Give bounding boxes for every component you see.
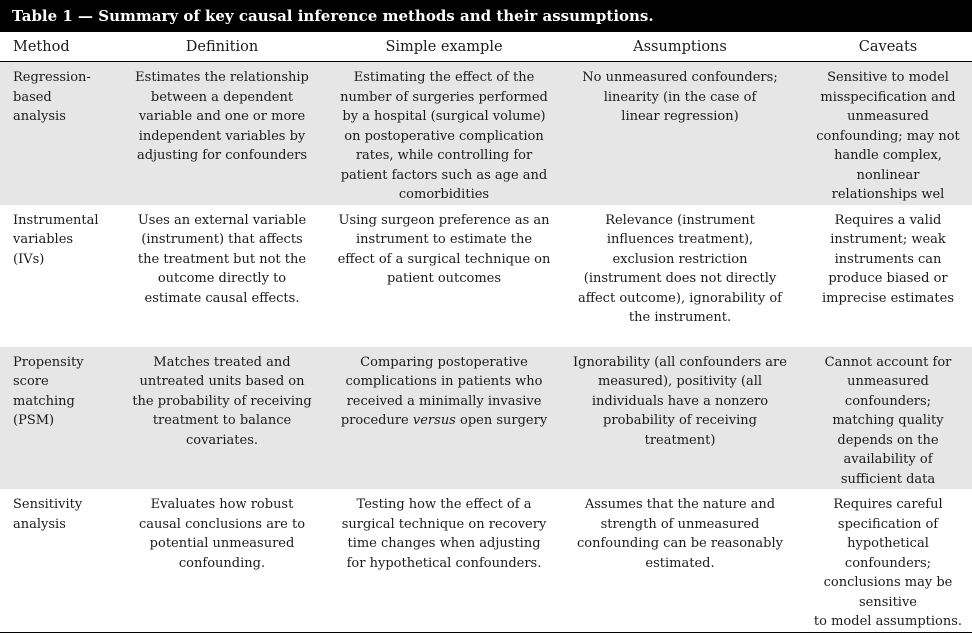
cell-line: Relevance (instrument (605, 212, 755, 228)
cell-line: surgical technique on recovery (341, 516, 547, 532)
caveats-cell (804, 205, 972, 347)
cell-line: covariates. (185, 432, 259, 448)
cell-line: variable and one or more (138, 109, 306, 124)
cell-line: availability of (843, 452, 933, 467)
header-method: Method (0, 32, 112, 62)
example-cell (332, 489, 556, 632)
cell-line: potential unmeasured (149, 536, 295, 551)
caveats-cell (804, 489, 972, 632)
assumptions-cell (556, 62, 804, 205)
cell-line: time changes when adjusting (347, 536, 541, 551)
cell-line: specification of (837, 516, 939, 532)
italic-text: versus (412, 413, 456, 428)
cell-line: independent variables by (138, 128, 306, 144)
cell-line: (IVs) (13, 251, 45, 267)
cell-line: on postoperative complication (344, 128, 544, 144)
cell-line: confounders; (844, 393, 932, 409)
cell-line: conclusions may be (823, 575, 953, 590)
table-caption: Table 1 — Summary of key causal inference methods and their assumptions. (0, 0, 972, 32)
cell-line: Requires a valid (834, 212, 942, 228)
cell-line: unmeasured (847, 109, 929, 124)
cell-line: Using surgeon preference as an (338, 212, 550, 228)
method-cell (0, 489, 112, 632)
cell-line: Instrumental (13, 212, 99, 228)
cell-line: Regression- (13, 70, 91, 85)
cell-line: confounders; (844, 555, 932, 571)
table-row (0, 489, 972, 632)
header-caveats: Caveats (804, 32, 972, 62)
cell-line: Evaluates how robust (150, 497, 294, 512)
cell-line: Requires careful (833, 497, 943, 512)
header-simple-example: Simple example (332, 32, 556, 62)
cell-line: matching (13, 393, 75, 409)
cell-line: effect of a surgical technique on (337, 251, 551, 267)
cell-line: measured), positivity (all (597, 374, 763, 389)
cell-line: based (13, 89, 52, 105)
cell-line: analysis (13, 109, 66, 124)
cell-line: individuals have a nonzero (591, 393, 769, 409)
cell-line: complications in patients who (345, 374, 543, 389)
cell-line: confounding. (178, 555, 266, 571)
cell-line: comorbidities (398, 187, 490, 202)
cell-line: confounding can be reasonably (577, 536, 783, 551)
cell-line: Ignorability (all confounders are (573, 354, 787, 370)
cell-line: hypothetical (847, 536, 929, 551)
example-cell (332, 205, 556, 347)
cell-line: affect outcome), ignorability of (578, 290, 782, 306)
cell-line: Estimating the effect of the (353, 70, 535, 85)
cell-line: sufficient data (840, 471, 936, 487)
cell-line: analysis (13, 516, 66, 532)
cell-line: influences treatment), (606, 232, 754, 247)
cell-line: linearity (in the case of (603, 89, 757, 105)
cell-line: causal conclusions are to (138, 516, 306, 532)
cell-line: Propensity (13, 354, 84, 370)
cell-line: Estimates the relationship (135, 70, 309, 85)
cell-line: depends on the (837, 432, 939, 448)
cell-line: instruments can (834, 251, 942, 267)
cell-line: unmeasured (847, 374, 929, 389)
cell-line: estimated. (645, 555, 715, 571)
cell-line: produce biased or (828, 271, 948, 286)
methods-table (0, 32, 972, 633)
cell-line: exclusion restriction (612, 251, 748, 267)
cell-line: received a minimally invasive (346, 393, 542, 409)
cell-line: (PSM) (13, 413, 55, 428)
cell-text: procedure (340, 413, 413, 428)
cell-line: Assumes that the nature and (584, 497, 776, 512)
cell-line: patient factors such as age and (340, 167, 548, 183)
cell-line: (instrument does not directly (583, 271, 777, 286)
cell-line: probability of receiving (603, 413, 757, 428)
caveats-cell (804, 347, 972, 490)
cell-line: variables (13, 232, 74, 247)
cell-line: estimate causal effects. (144, 290, 300, 306)
cell-line: imprecise estimates (821, 290, 955, 306)
cell-line: adjusting for confounders (136, 148, 308, 163)
cell-line: outcome directly to (157, 271, 287, 286)
cell-line: Uses an external variable (137, 212, 307, 228)
definition-cell (112, 347, 332, 490)
table-row (0, 347, 972, 490)
method-cell (0, 347, 112, 490)
cell-line: to model assumptions. (813, 614, 963, 629)
cell-line: Matches treated and (153, 354, 291, 370)
cell-line: strength of unmeasured (600, 516, 760, 532)
cell-line: Comparing postoperative (360, 354, 528, 370)
cell-line: No unmeasured confounders; (582, 70, 778, 85)
cell-line: the instrument. (628, 310, 732, 325)
cell-line: Testing how the effect of a (356, 497, 532, 512)
cell-line: confounding; may not (816, 128, 960, 144)
cell-line: the probability of receiving (132, 393, 312, 409)
example-cell (332, 62, 556, 205)
definition-cell (112, 489, 332, 632)
cell-text: open surgery (455, 413, 548, 428)
cell-line: misspecification and (820, 89, 956, 105)
definition-cell (112, 62, 332, 205)
example-cell (332, 347, 556, 490)
definition-cell (112, 205, 332, 347)
caveats-cell (804, 62, 972, 205)
cell-line: (instrument) that affects (141, 232, 303, 247)
header-definition: Definition (112, 32, 332, 62)
cell-line: treatment to balance (152, 413, 292, 428)
cell-line: rates, while controlling for (355, 148, 533, 163)
cell-line: number of surgeries performed (340, 89, 548, 105)
cell-line: Sensitive to model (827, 70, 949, 85)
method-cell (0, 205, 112, 347)
cell-line: untreated units based on (139, 374, 305, 389)
assumptions-cell (556, 347, 804, 490)
cell-line: between a dependent (150, 89, 294, 105)
cell-line: relationships wel (831, 187, 945, 202)
assumptions-cell (556, 489, 804, 632)
cell-line: handle complex, (834, 148, 942, 163)
cell-line: treatment) (644, 432, 716, 448)
cell-line: linear regression) (621, 109, 739, 124)
cell-line: patient outcomes (386, 271, 502, 286)
cell-line: Cannot account for (824, 354, 952, 370)
cell-line: instrument; weak (830, 232, 946, 247)
cell-line: the treatment but not the (137, 251, 307, 267)
cell-line: instrument to estimate the (355, 232, 533, 247)
cell-line: nonlinear (856, 167, 920, 183)
cell-line: for hypothetical confounders. (346, 555, 542, 571)
cell-line: Sensitivity (13, 497, 83, 512)
table-row (0, 205, 972, 347)
cell-line: by a hospital (surgical volume) (342, 109, 546, 124)
header-assumptions: Assumptions (556, 32, 804, 62)
cell-line: matching quality (832, 413, 944, 428)
assumptions-cell (556, 205, 804, 347)
cell-line (336, 411, 552, 431)
cell-line: sensitive (859, 594, 917, 610)
header-row (0, 32, 972, 62)
table-row (0, 62, 972, 205)
cell-line: score (13, 374, 49, 389)
method-cell (0, 62, 112, 205)
